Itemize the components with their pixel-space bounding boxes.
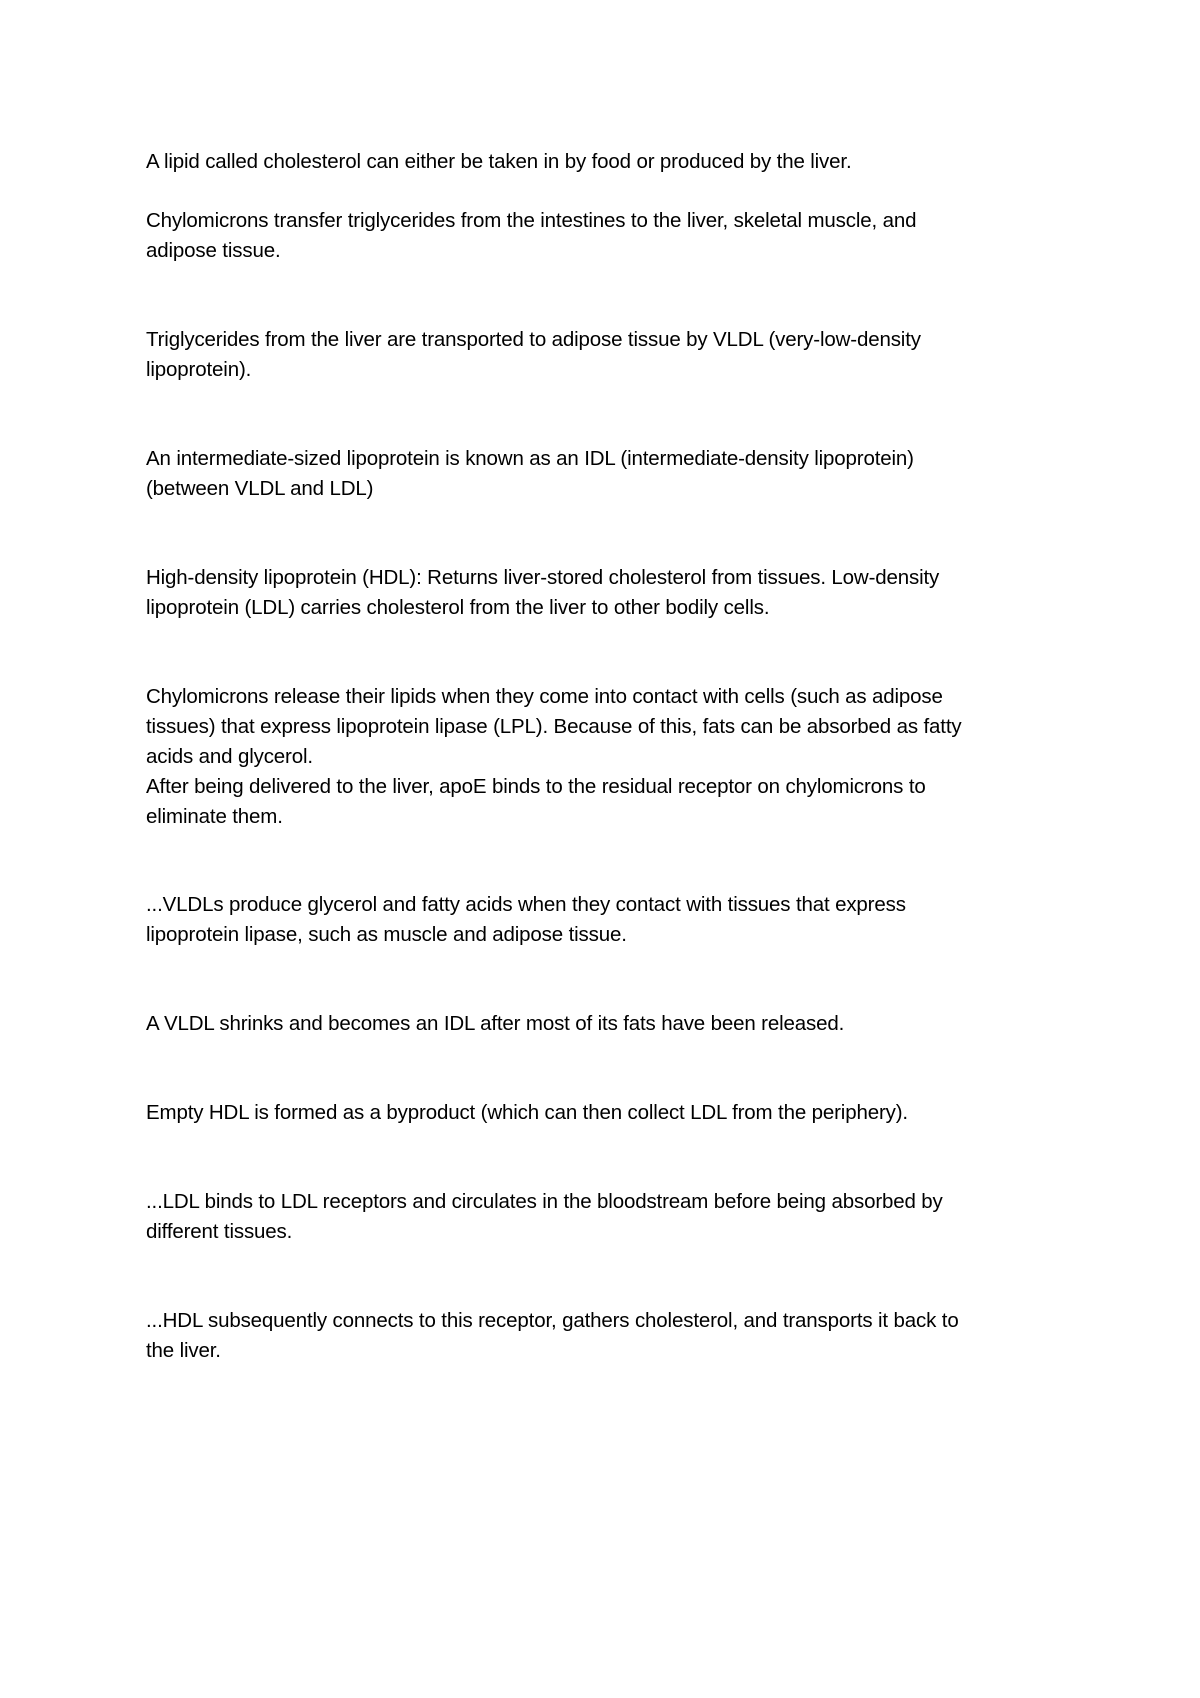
paragraph-line: Chylomicrons transfer triglycerides from the intestines to the liver, skeletal muscle, and [146, 209, 917, 232]
paragraph-line: adipose tissue. [146, 239, 281, 262]
paragraph-line: eliminate them. [146, 805, 283, 828]
paragraph-line: Triglycerides from the liver are transported to adipose tissue by VLDL (very-low-density [146, 328, 921, 351]
paragraph-line: acids and glycerol. [146, 745, 313, 768]
paragraph-line: lipoprotein). [146, 358, 252, 381]
paragraph-line: ...HDL subsequently connects to this receptor, gathers cholesterol, and transports it back to [146, 1309, 959, 1332]
paragraph-line: ...VLDLs produce glycerol and fatty acids when they contact with tissues that express [146, 893, 906, 916]
paragraph-chylomicrons-release [146, 682, 1076, 832]
paragraph-idl-definition [146, 444, 1076, 504]
paragraph-line: lipoprotein lipase, such as muscle and adipose tissue. [146, 923, 627, 946]
paragraph-vldl-lipase [146, 890, 1076, 950]
paragraph-line: different tissues. [146, 1220, 293, 1243]
paragraph-ldl-receptors [146, 1187, 1076, 1247]
paragraph-line: tissues) that express lipoprotein lipase (LPL). Because of this, fats can be absorbed as fatty [146, 715, 962, 738]
paragraph-hdl-return [146, 1306, 1076, 1366]
paragraph-line: ...LDL binds to LDL receptors and circulates in the bloodstream before being absorbed by [146, 1190, 943, 1213]
paragraph-line: A VLDL shrinks and becomes an IDL after most of its fats have been released. [146, 1012, 845, 1035]
paragraph-cholesterol-source [146, 147, 1076, 177]
paragraph-line: the liver. [146, 1339, 221, 1362]
paragraph-line: High-density lipoprotein (HDL): Returns liver-stored cholesterol from tissues. Low-density [146, 566, 940, 589]
paragraph-hdl-ldl [146, 563, 1076, 623]
paragraph-line: Empty HDL is formed as a byproduct (which can then collect LDL from the periphery). [146, 1101, 908, 1124]
paragraph-vldl-transport [146, 325, 1076, 385]
paragraph-line: An intermediate-sized lipoprotein is known as an IDL (intermediate-density lipoprotein) [146, 447, 914, 470]
paragraph-line: Chylomicrons release their lipids when they come into contact with cells (such as adipose [146, 685, 943, 708]
paragraph-vldl-shrinks [146, 1009, 1076, 1039]
paragraph-line: lipoprotein (LDL) carries cholesterol from the liver to other bodily cells. [146, 596, 770, 619]
paragraph-line: A lipid called cholesterol can either be taken in by food or produced by the liver. [146, 150, 852, 173]
paragraph-chylomicrons-transfer [146, 206, 1076, 266]
paragraph-line: After being delivered to the liver, apoE binds to the residual receptor on chylomicrons to [146, 775, 926, 798]
paragraph-line: (between VLDL and LDL) [146, 477, 374, 500]
paragraph-empty-hdl [146, 1098, 1076, 1128]
